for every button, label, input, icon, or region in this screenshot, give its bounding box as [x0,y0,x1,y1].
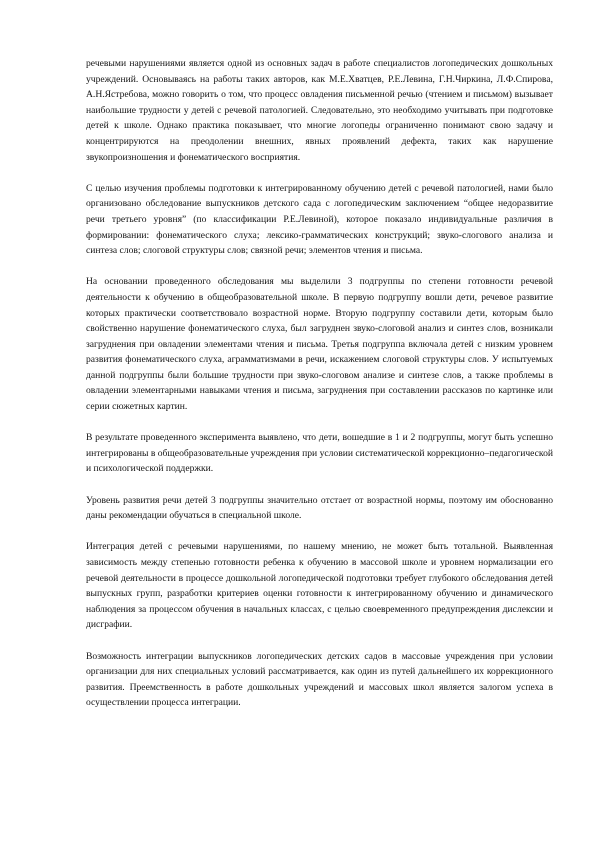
paragraph-integration: Интеграция детей с речевыми нарушениями, по нашему мнению, не может быть тотальной. Выявленная зависимость между степенью готовности ребенка к обучению в массовой школе и уровнем нормализации его речевой деятельности в процессе дошкольной логопедической подготовки требует глубокого обследования детей выпускных групп, разработки критериев оценки готовности к интегрированному обучению и динамического наблюдения за процессом обучения в начальных классах, с целью своевременного предупреждения дислексии и дисграфии. [86,541,553,631]
paragraph-study-goal: С целью изучения проблемы подготовки к интегрированному обучению детей с речевой патологией, нами было организовано обследование выпускников детского сада с логопедическим заключением “общее недоразвитие речи третьего уровня” (по классификации Р.Е.Левиной), которое показало индивидуальные различия в формировании: фонематического слуха; лексико-грамматических конструкций; звуко-слогового анализа и синтеза слов; слоговой структуры слов; связной речи; элементов чтения и письма. [86,182,553,257]
paragraph-continuation: речевыми нарушениями является одной из основных задач в работе специалистов логопедических дошкольных учреждений. Основываясь на работы таких авторов, как М.Е.Хватцев, Р.Е.Левина, Г.Н.Чиркина, Л.Ф.Спирова, А.Н.Ястребова, можно говорить о том, что процесс овладения письменной речью (чтением и письмом) вызывает наибольшие трудности у детей с речевой патологией. Следовательно, это необходимо учитывать при подготовке детей к школе. Однако практика показывает, что многие логопеды ограниченно понимают свою задачу и концентрируются на преодолении внешних, явных проявлений дефекта, таких как нарушение звукопроизношения и фонематического восприятия. [86,58,553,163]
paragraph-experiment-result: В результате проведенного эксперимента выявлено, что дети, вошедшие в 1 и 2 подгруппы, могут быть успешно интегрированы в общеобразовательные учреждения при условии систематической коррекционно–педагогической и психологической поддержки. [86,432,554,475]
document-body [86,56,553,727]
paragraph-subgroups: На основании проведенного обследования мы выделили 3 подгруппы по степени готовности речевой деятельности к обучению в общеобразовательной школе. В первую подгруппу вошли дети, речевое развитие которых практически соответствовало возрастной норме. Вторую подгруппу составили дети, которым было свойственно нарушение фонематического слуха, был загруднен звуко-слоговой анализ и синтез слов, возникали загруднения при овладении элементами чтения и письма. Третья подгруппа включала детей с низким уровнем развития фонематического слуха, аграмматизмами в речи, искажением слоговой структуры слов. У испытуемых данной подгруппы были большие трудности при звуко-слоговом анализе и синтезе слов, а также проблемы в овладении элементарными навыками чтения и письма, загруднения при составлении рассказов по картинке или серии сюжетных картин. [86,276,553,413]
paragraph-third-subgroup: Уровень развития речи детей 3 подгруппы значительно отстает от возрастной нормы, поэтому им обоснованно даны рекомендации обучаться в специальной школе. [86,494,553,522]
paragraph-conclusion: Возможность интеграции выпускников логопедических детских садов в массовые учреждения при условии организации для них специальных условий рассматривается, как один из путей дальнейшего их коррекционного развития. Преемственность в работе дошкольных учреждений и массовых школ является залогом успеха в осуществлении процесса интеграции. [86,650,553,709]
